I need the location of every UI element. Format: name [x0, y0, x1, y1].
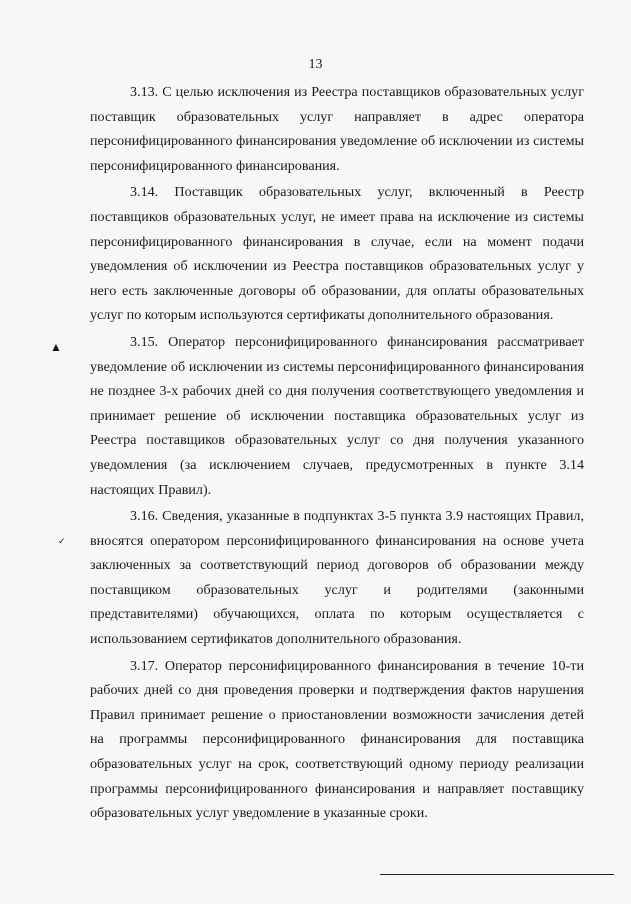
- paragraph-3-16: 3.16. Сведения, указанные в подпунктах 3-5 пункта 3.9 настоящих Правил, вносятся оператором персонифицированного финансирования на основе учета заключенных за соответствующий период договоров об образовании между поставщиком образовательных услуг и родителями (законными представителями) обучающихся, оплата по которым осуществляется с использованием сертификатов дополнительного образования.: [90, 508, 584, 648]
- document-body: [90, 80, 584, 828]
- margin-mark-icon: ▲: [50, 340, 62, 354]
- paragraph-3-15: 3.15. Оператор персонифицированного финансирования рассматривает уведомление об исключении из системы персонифицированного финансирования не позднее 3-х рабочих дней со дня получения соответствующего уведомления и принимает решение об исключении поставщика образовательных услуг из Реестра поставщиков образовательных услуг со дня получения указанного уведомления (за исключением случаев, предусмотренных в пункте 3.14 настоящих Правил).: [90, 333, 584, 498]
- footer-rule: [380, 874, 614, 875]
- margin-tick-icon: ✓: [58, 536, 66, 546]
- paragraph-3-13: 3.13. С целью исключения из Реестра поставщиков образовательных услуг поставщик образовательных услуг направляет в адрес оператора персонифицированного финансирования уведомление об исключении из системы персонифицированного финансирования.: [90, 84, 584, 174]
- paragraph-3-17: 3.17. Оператор персонифицированного финансирования в течение 10-ти рабочих дней со дня проведения проверки и подтверждения фактов нарушения Правил принимает решение о приостановлении возможности зачисления детей на программы персонифицированного финансирования для поставщика образовательных услуг на срок, соответствующий одному периоду реализации программы персонифицированного финансирования и направляет поставщику образовательных услуг уведомление в указанные сроки.: [90, 657, 584, 822]
- paragraph-3-14: 3.14. Поставщик образовательных услуг, включенный в Реестр поставщиков образовательных услуг, не имеет права на исключение из системы персонифицированного финансирования в случае, если на момент подачи уведомления об исключении из Реестра поставщиков образовательных услуг у него есть заключенные договоры об образовании, для оплаты образовательных услуг по которым используются сертификаты дополнительного образования.: [90, 184, 584, 324]
- page-number: 13: [308, 57, 323, 72]
